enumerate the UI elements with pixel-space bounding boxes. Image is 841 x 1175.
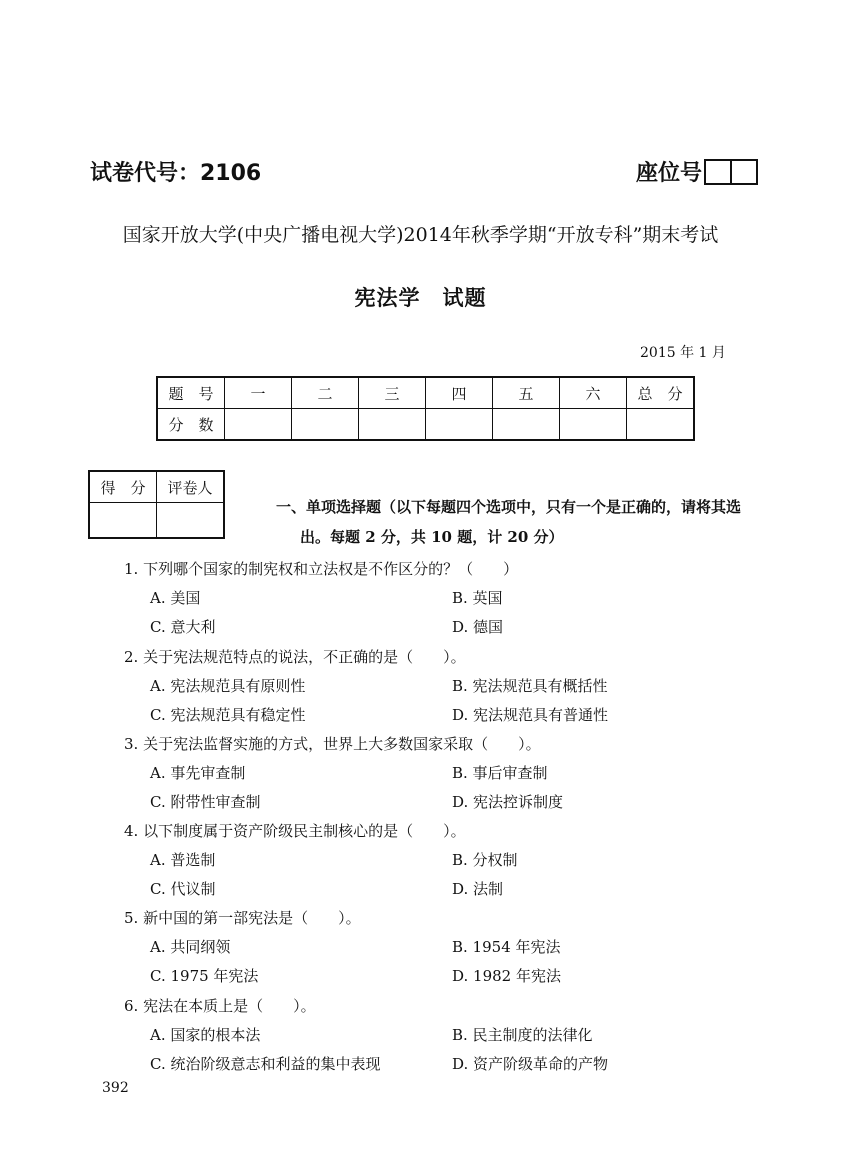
question-option: C. 附带性审查制 — [150, 793, 261, 811]
section-1-line-1: 一、单项选择题（以下每题四个选项中，只有一个是正确的，请将其选 — [276, 498, 742, 516]
question-option: B. 分权制 — [452, 851, 518, 869]
score-cell: 总 分 — [627, 377, 695, 409]
question-stem: 6. 宪法在本质上是（ ）。 — [124, 997, 316, 1015]
question-option: C. 宪法规范具有稳定性 — [150, 706, 306, 724]
question-stem: 3. 关于宪法监督实施的方式，世界上大多数国家采取（ ）。 — [124, 735, 541, 753]
exam-code: 试卷代号：2106 — [90, 161, 262, 186]
score-cell: 三 — [359, 377, 426, 409]
score-entry — [426, 409, 493, 441]
grader-name-header: 评卷人 — [157, 471, 225, 503]
subject-title: 宪法学 试题 — [354, 286, 487, 310]
score-entry — [627, 409, 695, 441]
question-option: D. 德国 — [452, 618, 504, 636]
question-option: D. 宪法控诉制度 — [452, 793, 564, 811]
seat-label: 座位号 — [636, 161, 703, 186]
exam-title: 国家开放大学(中央广播电视大学)2014年秋季学期“开放专科”期末考试 — [122, 224, 719, 246]
question-option: A. 普选制 — [150, 851, 216, 869]
score-entry — [493, 409, 560, 441]
seat-boxes — [704, 159, 758, 185]
score-table — [156, 376, 695, 441]
section-1-line-2: 出。每题 2 分，共 10 题，计 20 分） — [300, 528, 564, 546]
question-option: A. 国家的根本法 — [150, 1026, 261, 1044]
question-option: C. 统治阶级意志和利益的集中表现 — [150, 1055, 381, 1073]
question-option: A. 事先审查制 — [150, 764, 246, 782]
question-option: B. 宪法规范具有概括性 — [452, 677, 608, 695]
question-option: D. 资产阶级革命的产物 — [452, 1055, 609, 1073]
score-cell: 二 — [292, 377, 359, 409]
score-cell: 四 — [426, 377, 493, 409]
score-cell: 六 — [560, 377, 627, 409]
score-table-header-row — [157, 377, 694, 409]
score-cell: 题 号 — [157, 377, 225, 409]
seat-box — [732, 159, 758, 185]
grader-score-header: 得 分 — [89, 471, 157, 503]
score-table-score-row — [157, 409, 694, 441]
section-1-instructions — [276, 492, 776, 552]
question-stem: 5. 新中国的第一部宪法是（ ）。 — [124, 909, 361, 927]
question-option: C. 意大利 — [150, 618, 216, 636]
score-entry — [225, 409, 292, 441]
score-entry — [560, 409, 627, 441]
seat-number-field — [636, 156, 758, 187]
score-entry — [359, 409, 426, 441]
exam-date: 2015 年 1 月 — [640, 345, 726, 361]
question-option: A. 宪法规范具有原则性 — [150, 677, 306, 695]
grader-score-entry — [89, 503, 157, 539]
question-option: C. 代议制 — [150, 880, 216, 898]
grader-table — [88, 470, 225, 539]
question-option: D. 1982 年宪法 — [452, 967, 561, 985]
question-option: A. 美国 — [150, 589, 201, 607]
score-cell: 五 — [493, 377, 560, 409]
question-option: D. 法制 — [452, 880, 504, 898]
question-option: B. 1954 年宪法 — [452, 938, 561, 956]
score-entry — [292, 409, 359, 441]
question-option: B. 英国 — [452, 589, 503, 607]
score-cell: 一 — [225, 377, 292, 409]
score-row-label: 分 数 — [157, 409, 225, 441]
page-number: 392 — [102, 1080, 129, 1096]
question-option: B. 事后审查制 — [452, 764, 548, 782]
question-stem: 4. 以下制度属于资产阶级民主制核心的是（ ）。 — [124, 822, 466, 840]
grader-name-entry — [157, 503, 225, 539]
question-option: D. 宪法规范具有普通性 — [452, 706, 609, 724]
question-option: C. 1975 年宪法 — [150, 967, 259, 985]
question-stem: 1. 下列哪个国家的制宪权和立法权是不作区分的？（ ） — [124, 560, 519, 578]
question-option: A. 共同纲领 — [150, 938, 231, 956]
question-stem: 2. 关于宪法规范特点的说法，不正确的是（ ）。 — [124, 648, 466, 666]
question-option: B. 民主制度的法律化 — [452, 1026, 593, 1044]
seat-box — [704, 159, 732, 185]
